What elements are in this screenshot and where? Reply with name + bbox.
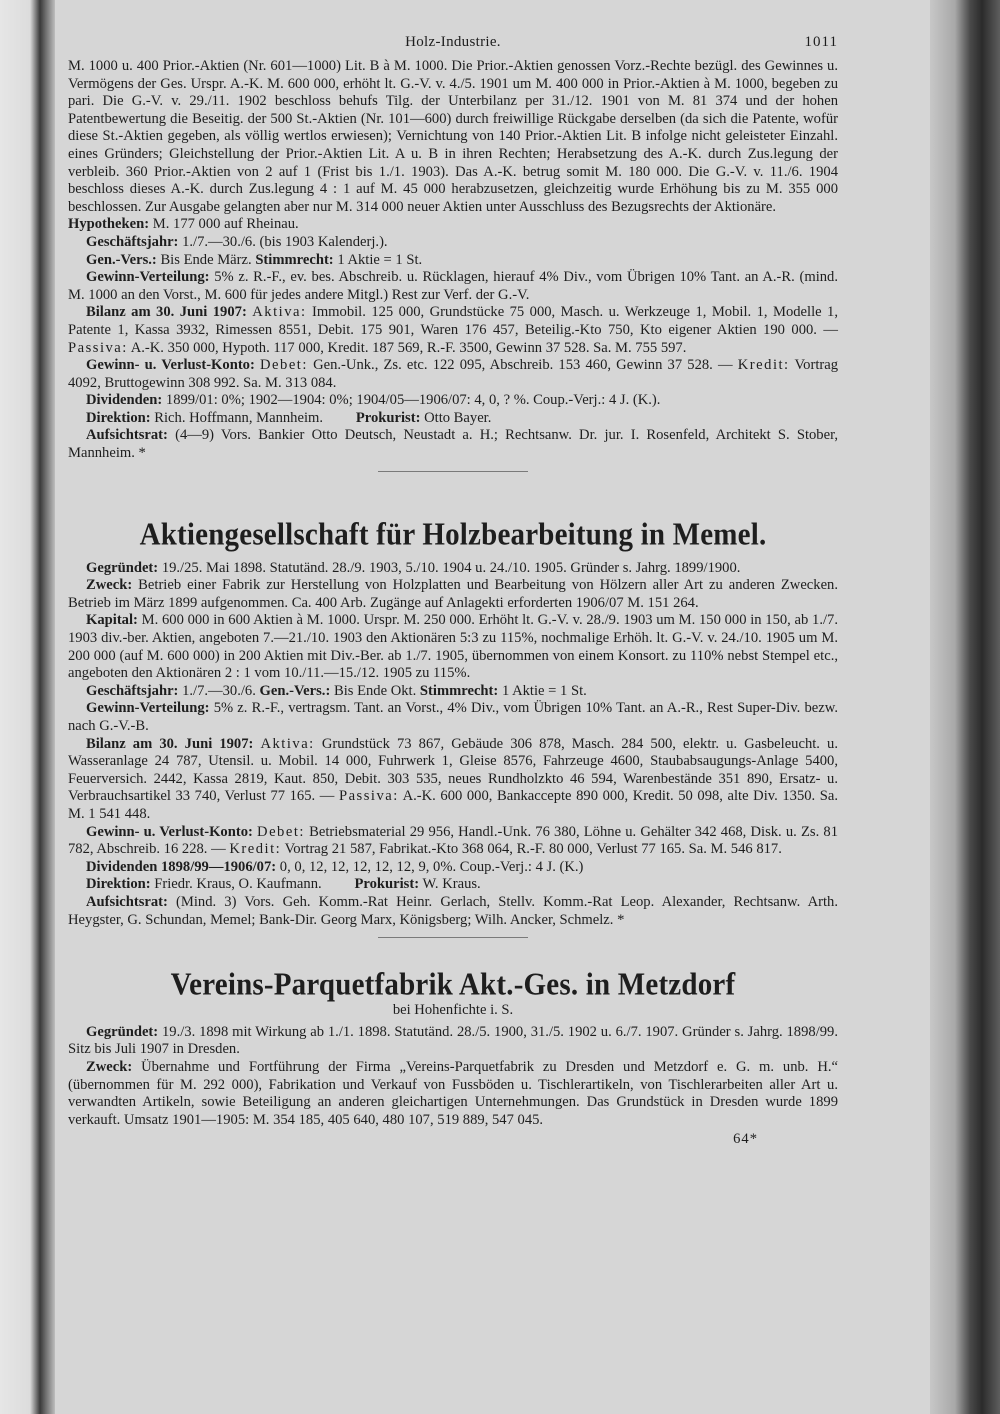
gewinn-verlust-paragraph xyxy=(68,824,838,859)
dividenden-line xyxy=(68,859,838,877)
direktion-value: Friedr. Kraus, O. Kaufmann. xyxy=(154,876,322,893)
prokurist-value: W. Kraus. xyxy=(422,876,481,893)
kapital-paragraph xyxy=(68,612,838,682)
document-page xyxy=(68,28,838,1149)
aktiva-value: Immobil. 125 000, Grundstücke 75 000, Masch. u. Werkzeuge 1, Mobil. 1, Modelle 1, Patente 1, Kassa 3932, Rimessen 8551, Debit. 175 901, Waren 176 457, Beteilig.-Kto 750, Kto eigener Aktien 190 000. — xyxy=(68,304,838,338)
gegruendet-value: 19./3. 1898 mit Wirkung ab 1./1. 1898. Statutänd. 28./5. 1900, 31./5. 1902 u. 6./7. 1907. Gründer s. Jahrg. 1898/99. Sitz bis Juli 1907 in Dresden. xyxy=(68,1023,838,1058)
stimmrecht-label: Stimmrecht: xyxy=(419,682,499,699)
section-divider xyxy=(378,937,528,938)
gewinn-verteilung-label: Gewinn-Verteilung: xyxy=(86,269,210,286)
aufsichtsrat-value: (4—9) Vors. Bankier Otto Deutsch, Neustadt a. H.; Rechtsanw. Dr. jur. I. Rosenfeld, Architekt S. Stober, Mannheim. xyxy=(68,427,838,462)
zweck-paragraph xyxy=(68,577,838,612)
dividenden-label: Dividenden: xyxy=(86,392,163,409)
aufsichtsrat-label: Aufsichtsrat: xyxy=(86,893,168,910)
capital-history-paragraph: M. 1000 u. 400 Prior.-Aktien (Nr. 601—1000) Lit. B à M. 1000. Die Prior.-Aktien genossen Vorz.-Rechte bezügl. des Gewinnes u. Vermögens der Ges. Urspr. A.-K. M. 600 000, erhöht lt. G.-V. v. 4./5. 1901 um M. 400 000 in Prior.-Aktien à M. 1000, begeben zu pari. Die G.-V. v. 29./11. 1902 beschloss behufs Tilg. der Unterbilanz per 31./12. 1901 von M. 81 374 und der hohen Patentbewertung die Beseitig. der 500 St.-Aktien (Nr. 101—600) durch freiwillige Rückgabe derselben (da sich die Patente, wofür diese St.-Aktien gegeben, als völlig wertlos erwiesen); Vernichtung von 140 Prior.-Aktien Lit. B infolge nicht geleisteter Einzahl. eines Gründers; Gleichstellung der Prior.-Aktien Lit. A u. B in ihren Rechten; Herabsetzung des A.-K. durch Zus.legung der verbleib. 360 Prior.-Aktien von 2 auf 1 (Frist bis 1./1. 1903). Das A.-K. betrug somit M. 180 000. Die G.-V. v. 11./6. 1904 beschloss dieses A.-K. durch Zus.legung 4 : 1 auf M. 45 000 herabzusetzen, gleichzeitig wurde Erhöhung bis zu M. 355 000 beschlossen. Zur Ausgabe gelangten aber nur M. 314 000 neuer Aktien unter Ausschluss des Bezugsrechts der Aktionäre. xyxy=(68,58,838,215)
hypotheken-line xyxy=(68,216,838,234)
aufsichtsrat-paragraph xyxy=(68,427,838,462)
kredit-label: Kredit: xyxy=(229,841,282,858)
gewinn-verlust-label: Gewinn- u. Verlust-Konto: xyxy=(86,357,255,374)
gewinn-verteilung-value: 5% z. R.-F., vertragsm. Tant. an Vorst., 4% Div., vom Übrigen 10% Tant. an A.-R., Rest Super-Div. bezw. nach G.-V.-B. xyxy=(68,700,838,734)
stimmrecht-label: Stimmrecht: xyxy=(255,251,334,268)
header-title: Holz-Industrie. xyxy=(405,34,501,50)
geschaeftsjahr-value: 1./7.—30./6. xyxy=(182,682,256,699)
kredit-label: Kredit: xyxy=(737,357,790,374)
kapital-label: Kapital: xyxy=(86,612,138,629)
zweck-label: Zweck: xyxy=(86,577,133,594)
gewinn-verlust-paragraph xyxy=(68,357,838,392)
geschaeftsjahr-value: 1./7.—30./6. (bis 1903 Kalenderj.). xyxy=(182,233,388,250)
kapital-value: M. 600 000 in 600 Aktien à M. 1000. Urspr. M. 250 000. Erhöht lt. G.-V. v. 28./9. 1903 um M. 150 000 in 150, ab 1./7. 1903 div.-ber. Aktien, angeboten 7.—21./10. 1903 den Aktionären 5:3 zu 115%, nochmalige Erhöh. lt. G.-V. v. 24./10. 1905 um M. 200 000 (auf M. 600 000) in 200 Aktien mit Div.-Ber. ab 1./7. 1905, übernommen von einem Konsort. zu 110% nebst Stempel etc., angeboten den Aktionären 2 : 1 vom 10./11.—15./12. 1905 zu 115%. xyxy=(68,612,838,682)
bilanz-paragraph xyxy=(68,304,838,357)
direktion-line xyxy=(68,876,838,894)
direktion-line xyxy=(68,410,838,428)
debet-label: Debet: xyxy=(260,357,308,374)
direktion-value: Rich. Hoffmann, Mannheim. xyxy=(154,409,323,426)
geschaeftsjahr-label: Geschäftsjahr: xyxy=(86,682,179,699)
printer-signature-mark: 64* xyxy=(733,1131,758,1148)
bilanz-label: Bilanz am 30. Juni 1907: xyxy=(86,735,254,752)
gen-vers-label: Gen.-Vers.: xyxy=(259,682,331,699)
prokurist-label: Prokurist: xyxy=(354,876,420,893)
debet-label: Debet: xyxy=(257,823,305,840)
hypotheken-value: M. 177 000 auf Rheinau. xyxy=(152,216,299,233)
section-previous-company xyxy=(68,58,838,472)
dividenden-value: 1899/01: 0%; 1902—1904: 0%; 1904/05—1906/07: 4, 0, ? %. Coup.-Verj.: 4 J. (K.). xyxy=(165,392,661,409)
debet-value: Betriebsmaterial 29 956, Handl.-Unk. 76 380, Löhne u. Gehälter 342 468, Disk. u. Zs. 81 782, Abschreib. 16 228. — xyxy=(68,823,838,858)
aktiva-label: Aktiva: xyxy=(260,735,315,752)
stimmrecht-value: 1 Aktie = 1 St. xyxy=(501,682,587,699)
gewinn-verteilung-label: Gewinn-Verteilung: xyxy=(86,700,210,717)
direktion-label: Direktion: xyxy=(86,876,151,893)
gegruendet-paragraph xyxy=(68,1024,838,1059)
prokurist-value: Otto Bayer. xyxy=(424,409,492,426)
zweck-value: Übernahme und Fortführung der Firma „Vereins-Parquetfabrik zu Dresden und Metzdorf e. G. m. unb. H.“ (übernommen für M. 292 000), Fabrikation und Verkauf von Fussböden u. Tischlerartikeln, von Tischlerarbeiten aller Art u. verwandten Artikeln, sowie Beteiligung an anderen gleichartigen Unternehmungen. Das Grundstück in Dresden wurde 1899 verkauft. Umsatz 1901—1905: M. 354 185, 405 640, 480 107, 519 889, 547 045. xyxy=(68,1058,838,1128)
company-title: Vereins-Parquetfabrik Akt.-Ges. in Metzdorf xyxy=(170,967,736,1003)
section-divider xyxy=(378,471,528,472)
passiva-label: Passiva: xyxy=(338,788,399,805)
section-holzbearbeitung-memel xyxy=(68,518,838,938)
kredit-value: Vortrag 4092, Bruttogewinn 308 992. Sa. M. 313 084. xyxy=(68,357,839,391)
zweck-label: Zweck: xyxy=(86,1058,133,1075)
gegruendet-value: 19./25. Mai 1898. Statutänd. 28./9. 1903, 5./10. 1904 u. 24./10. 1905. Gründer s. Jahrg. 1899/1900. xyxy=(161,559,741,576)
gen-vers-label: Gen.-Vers.: xyxy=(86,251,157,268)
bilanz-label: Bilanz am 30. Juni 1907: xyxy=(86,304,247,321)
gewinn-verlust-label: Gewinn- u. Verlust-Konto: xyxy=(86,823,253,840)
dividenden-value: 0, 0, 12, 12, 12, 12, 12, 9, 0%. Coup.-Verj.: 4 J. (K.) xyxy=(279,858,584,875)
gegruendet-label: Gegründet: xyxy=(86,559,159,576)
aufsichtsrat-value: (Mind. 3) Vors. Geh. Komm.-Rat Heinr. Gerlach, Stellv. Komm.-Rat Leop. Alexander, Rechtsanw. Arth. Heygster, G. Schundan, Memel; Bank-Dir. Georg Marx, Königsberg; Wilh. Ancker, Schmelz. xyxy=(68,893,838,928)
dividenden-line xyxy=(68,392,838,410)
prokurist-label: Prokurist: xyxy=(355,409,421,426)
hypotheken-label: Hypotheken: xyxy=(68,216,150,233)
geschaeftsjahr-line xyxy=(68,683,838,701)
kredit-value: Vortrag 21 587, Fabrikat.-Kto 368 064, R.-F. 80 000, Verlust 77 165. Sa. M. 546 817. xyxy=(284,841,782,858)
bilanz-paragraph xyxy=(68,736,838,824)
running-header xyxy=(68,28,838,58)
gen-vers-value: Bis Ende Okt. xyxy=(333,682,417,699)
asterisk-mark: * xyxy=(617,911,625,928)
book-spine-edge xyxy=(0,0,55,1414)
aufsichtsrat-paragraph xyxy=(68,894,838,929)
gegruendet-label: Gegründet: xyxy=(86,1023,159,1040)
passiva-value: A.-K. 350 000, Hypoth. 117 000, Kredit. 187 569, R.-F. 3500, Gewinn 37 528. Sa. M. 755 597. xyxy=(130,339,687,356)
section-vereins-parquetfabrik xyxy=(68,968,838,1149)
page-number: 1011 xyxy=(804,34,838,50)
asterisk-mark: * xyxy=(138,445,146,462)
aktiva-value: Grundstück 73 867, Gebäude 306 878, Masch. 284 500, elektr. u. Gasbeleucht. u. Wasseranlage 24 787, Utensil. u. Mobil. 14 000, Fuhrwerk 1, Gleise 8576, Fahrzeuge 4600, Staubabsaugungs-Anlage 5400, Feuerversich. 2442, Kassa 2819, Kaut. 850, Debit. 303 535, neues Rundholzkto 46 594, Warenbestände 351 890, Ersatz- u. Verbrauchsartikel 33 740, Verlust 77 165. — xyxy=(68,735,838,805)
page-right-edge xyxy=(930,0,1000,1414)
zweck-value: Betrieb einer Fabrik zur Herstellung von Holzplatten und Bearbeitung von Hölzern aller Art zu anderen Zwecken. Betrieb im März 1899 aufgenommen. Ca. 400 Arb. Zugänge auf Anlagekti erforderten 1906/07 M. 151 264. xyxy=(68,577,839,611)
company-subtitle: bei Hohenfichte i. S. xyxy=(392,1002,514,1019)
aufsichtsrat-label: Aufsichtsrat: xyxy=(86,427,168,444)
company-title: Aktiengesellschaft für Holzbearbeitung in Memel. xyxy=(139,517,767,552)
gewinn-verteilung-paragraph xyxy=(68,269,838,304)
gen-vers-line xyxy=(68,252,838,270)
passiva-value: A.-K. 600 000, Bankaccepte 890 000, Kredit. 50 098, alte Div. 1350. Sa. M. 1 541 448. xyxy=(68,788,839,822)
gewinn-verteilung-value: 5% z. R.-F., ev. bes. Abschreib. u. Rücklagen, hierauf 4% Div., vom Übrigen 10% Tant. an A.-R. (mind. M. 1000 an den Vorst., M. 600 für jedes andere Mitgl.) Rest zur Verf. der G.-V. xyxy=(68,269,838,303)
direktion-label: Direktion: xyxy=(86,409,151,426)
zweck-paragraph xyxy=(68,1059,838,1129)
geschaeftsjahr-label: Geschäftsjahr: xyxy=(86,233,179,250)
aktiva-label: Aktiva: xyxy=(252,304,307,321)
dividenden-label: Dividenden 1898/99—1906/07: xyxy=(86,858,277,875)
debet-value: Gen.-Unk., Zs. etc. 122 095, Abschreib. 153 460, Gewinn 37 528. — xyxy=(313,357,733,374)
gewinn-verteilung-paragraph xyxy=(68,700,838,735)
passiva-label: Passiva: xyxy=(68,339,128,356)
geschaeftsjahr-line xyxy=(68,234,838,252)
gen-vers-value: Bis Ende März. xyxy=(160,251,252,268)
gegruendet-paragraph xyxy=(68,560,838,578)
stimmrecht-value: 1 Aktie = 1 St. xyxy=(337,251,423,268)
